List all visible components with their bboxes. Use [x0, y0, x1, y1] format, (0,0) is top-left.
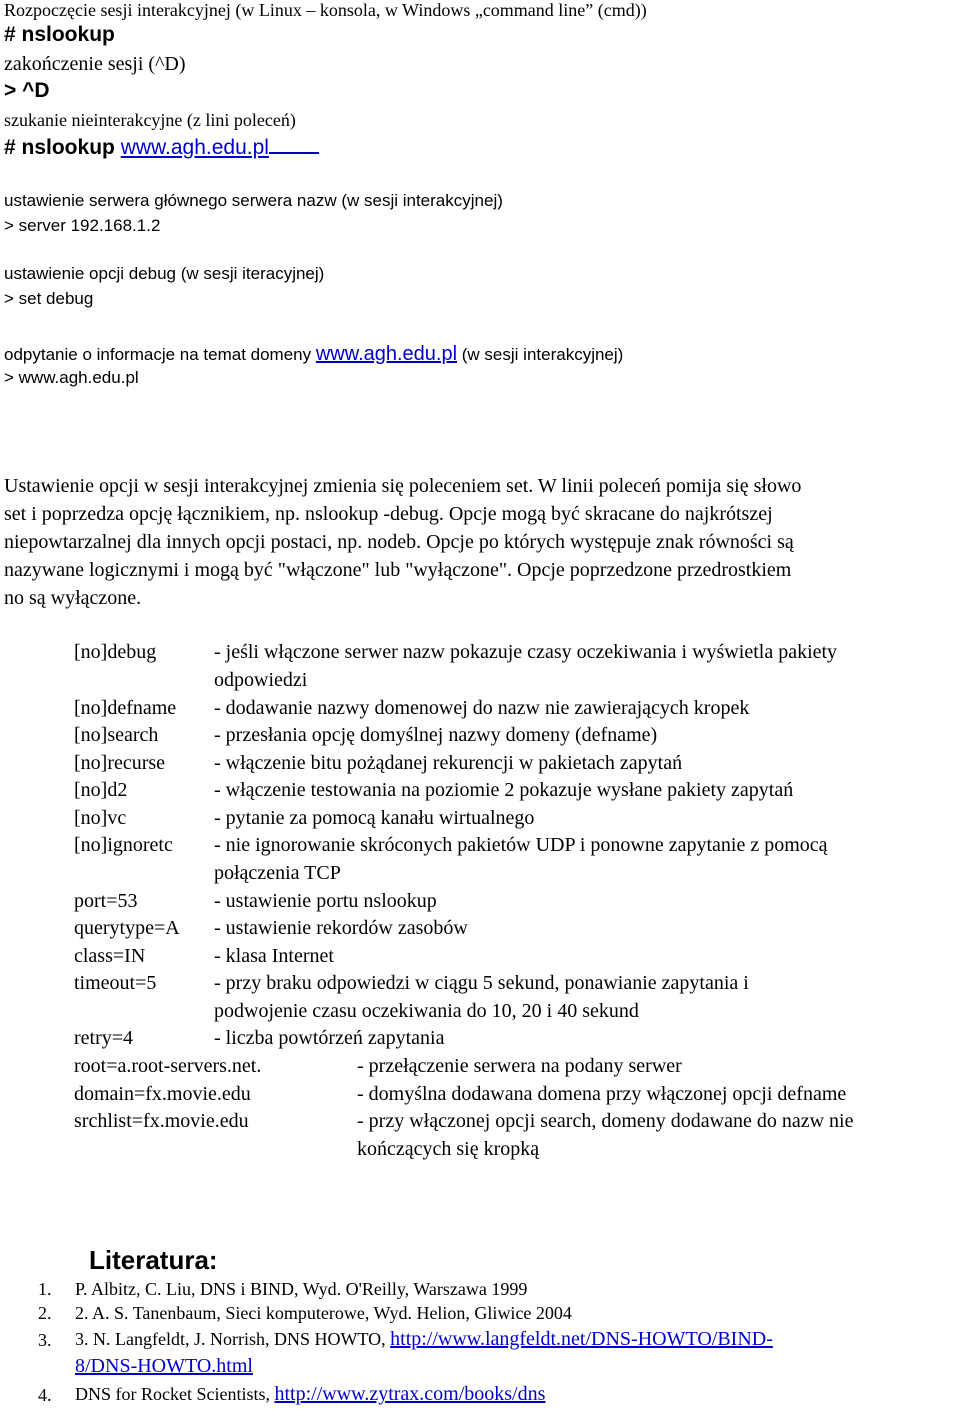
underline-extension	[269, 134, 319, 154]
agh-link[interactable]: www.agh.edu.pl	[120, 136, 269, 159]
option-desc: podwojenie czasu oczekiwania do 10, 20 i 40 sekund	[214, 1000, 639, 1022]
agh-link[interactable]: www.agh.edu.pl	[315, 343, 458, 365]
option-desc: - klasa Internet	[214, 945, 334, 967]
command-prefix: # nslookup	[4, 136, 121, 159]
option-desc: - liczba powtórzeń zapytania	[214, 1027, 445, 1049]
option-name: timeout=5	[74, 972, 157, 994]
ref-text-prefix: DNS for Rocket Scientists,	[75, 1384, 275, 1404]
option-name: [no]vc	[74, 807, 127, 829]
command-line: > server 192.168.1.2	[4, 216, 161, 235]
intro-line: Rozpoczęcie sesji interakcyjnej (w Linux – konsola, w Windows „command line” (cmd))	[4, 0, 647, 20]
paragraph-line: niepowtarzalnej dla innych opcji postaci, np. nodeb. Opcje po których występuje znak równości są	[4, 531, 794, 553]
command-line: > set debug	[4, 289, 94, 308]
option-name: [no]d2	[74, 779, 128, 801]
paragraph-line: no są wyłączone.	[4, 587, 142, 609]
command-line	[4, 134, 319, 160]
langfeldt-link-continued[interactable]: 8/DNS-HOWTO.html	[75, 1355, 253, 1377]
intro-line: zakończenie sesji (^D)	[4, 53, 186, 75]
option-desc: - ustawienie rekordów zasobów	[214, 917, 468, 939]
option-name: domain=fx.movie.edu	[74, 1083, 251, 1105]
ref-number: 2.	[38, 1303, 52, 1323]
zytrax-link[interactable]: http://www.zytrax.com/books/dns	[274, 1383, 546, 1405]
option-desc: - przesłania opcję domyślnej nazwy domeny (defname)	[214, 724, 658, 746]
option-desc: - włączenie bitu pożądanej rekurencji w pakietach zapytań	[214, 752, 683, 774]
intro-line	[4, 343, 623, 366]
command-line: > ^D	[4, 79, 50, 102]
option-name: retry=4	[74, 1027, 134, 1049]
ref-number: 1.	[38, 1279, 52, 1299]
option-name: root=a.root-servers.net.	[74, 1055, 262, 1077]
langfeldt-link[interactable]: http://www.langfeldt.net/DNS-HOWTO/BIND-	[390, 1328, 773, 1350]
ref-text: 2. A. S. Tanenbaum, Sieci komputerowe, Wyd. Helion, Gliwice 2004	[75, 1303, 572, 1323]
option-name: querytype=A	[74, 917, 180, 939]
option-name: [no]debug	[74, 641, 157, 663]
ref-number: 4.	[38, 1385, 52, 1405]
option-name: [no]search	[74, 724, 159, 746]
option-desc: kończących się kropką	[357, 1138, 540, 1160]
query-suffix: (w sesji interakcyjnej)	[457, 345, 624, 364]
option-desc: - włączenie testowania na poziomie 2 pokazuje wysłane pakiety zapytań	[214, 779, 794, 801]
intro-line: szukanie nieinterakcyjne (z lini poleceń)	[4, 110, 296, 130]
command-line: > www.agh.edu.pl	[4, 368, 139, 387]
option-desc: - jeśli włączone serwer nazw pokazuje czasy oczekiwania i wyświetla pakiety	[214, 641, 838, 663]
option-name: port=53	[74, 890, 138, 912]
ref-text	[75, 1383, 545, 1406]
option-desc: połączenia TCP	[214, 862, 341, 884]
option-desc: - przełączenie serwera na podany serwer	[357, 1055, 682, 1077]
option-desc: - przy włączonej opcji search, domeny dodawane do nazw nie	[357, 1110, 854, 1132]
option-desc: - dodawanie nazwy domenowej do nazw nie zawierających kropek	[214, 697, 750, 719]
intro-line: ustawienie serwera głównego serwera nazw (w sesji interakcyjnej)	[4, 191, 503, 210]
paragraph-line: set i poprzedza opcję łącznikiem, np. nslookup -debug. Opcje mogą być skracane do najkrótszej	[4, 503, 773, 525]
option-name: [no]ignoretc	[74, 834, 173, 856]
option-desc: - przy braku odpowiedzi w ciągu 5 sekund, ponawianie zapytania i	[214, 972, 749, 994]
literature-title: Literatura:	[89, 1245, 218, 1275]
ref-text: P. Albitz, C. Liu, DNS i BIND, Wyd. O'Reilly, Warszawa 1999	[75, 1279, 528, 1299]
command-line: # nslookup	[4, 23, 115, 46]
option-desc: - ustawienie portu nslookup	[214, 890, 437, 912]
ref-text	[75, 1355, 253, 1378]
intro-line: ustawienie opcji debug (w sesji iteracyjnej)	[4, 264, 325, 283]
option-name: class=IN	[74, 945, 146, 967]
option-desc: odpowiedzi	[214, 669, 308, 691]
ref-text	[75, 1328, 773, 1351]
option-name: [no]recurse	[74, 752, 166, 774]
option-desc: - domyślna dodawana domena przy włączonej opcji defname	[357, 1083, 847, 1105]
option-name: srchlist=fx.movie.edu	[74, 1110, 249, 1132]
ref-text-prefix: 3. N. Langfeldt, J. Norrish, DNS HOWTO,	[75, 1329, 391, 1349]
ref-number: 3.	[38, 1330, 52, 1350]
option-name: [no]defname	[74, 697, 177, 719]
query-prefix: odpytanie o informacje na temat domeny	[4, 345, 316, 364]
paragraph-line: Ustawienie opcji w sesji interakcyjnej zmienia się poleceniem set. W linii poleceń pomija się słowo	[4, 475, 802, 497]
paragraph-line: nazywane logicznymi i mogą być "włączone" lub "wyłączone". Opcje poprzedzone przedrostkiem	[4, 559, 792, 581]
option-desc: - pytanie za pomocą kanału wirtualnego	[214, 807, 535, 829]
option-desc: - nie ignorowanie skróconych pakietów UDP i ponowne zapytanie z pomocą	[214, 834, 828, 856]
